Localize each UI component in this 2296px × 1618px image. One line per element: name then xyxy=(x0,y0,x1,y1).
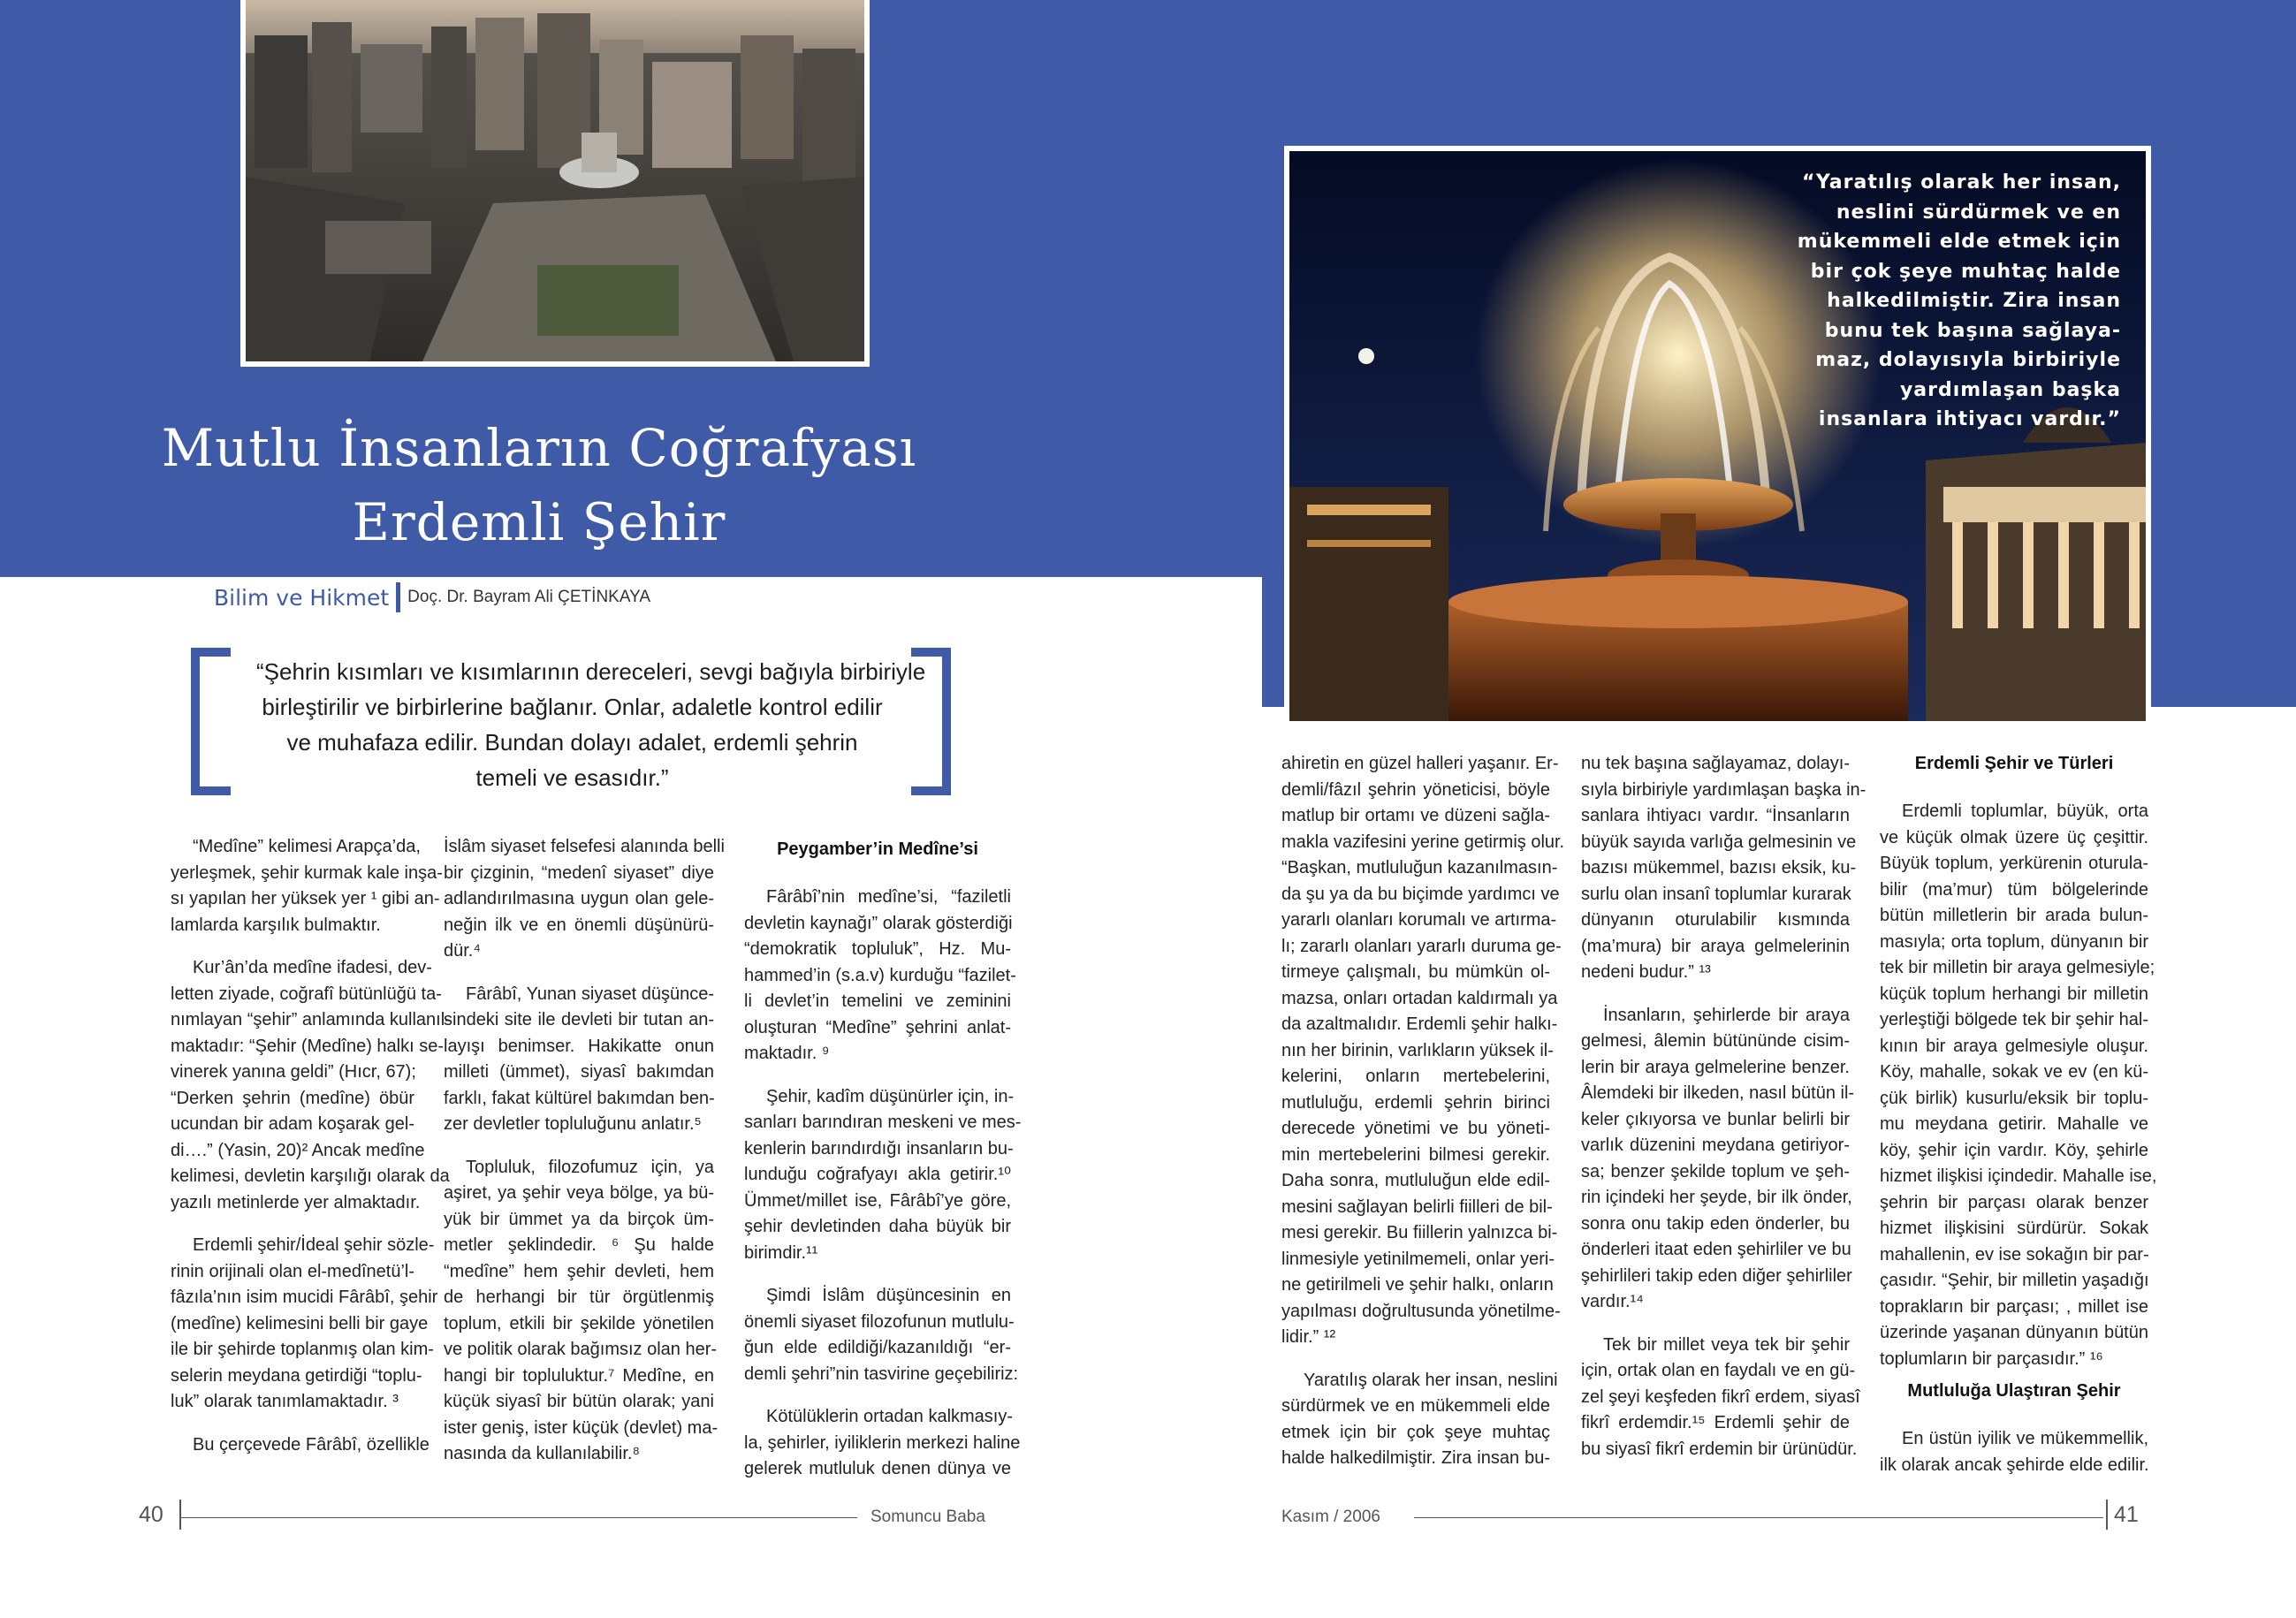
text-line: hizmet ilişkisini sürdürür. Sokak xyxy=(1880,1219,2148,1238)
text-line: aşiret, ya şehir veya bölge, ya bü- xyxy=(444,1183,714,1203)
footer-bar-right xyxy=(2106,1500,2108,1530)
pullquote-line: ve muhafaza edilir. Bundan dolayı adalet, erdemli şehrin xyxy=(286,729,858,756)
text-line: da şu ya da bu biçimde yardımcı ve xyxy=(1281,884,1560,904)
subheading: Erdemli Şehir ve Türleri xyxy=(1914,754,2114,773)
text-line: “Derken şehrin (medîne) öbür xyxy=(171,1088,414,1108)
text-line: fikrî erdemdir.¹⁵ Erdemli şehir de xyxy=(1581,1413,1850,1432)
text-line: Şehir, kadîm düşünürler için, in- xyxy=(766,1086,1015,1106)
text-line: yararlı olanları korumalı ve artırma- xyxy=(1281,910,1557,930)
paragraph-gap xyxy=(1880,782,2148,799)
text-line: ve politik olarak bağımsız olan her- xyxy=(444,1340,718,1359)
text-line: şehrin bir parçası olarak benzer xyxy=(1880,1192,2148,1212)
text-line: Erdemli şehir/İdeal şehir sözle- xyxy=(193,1235,435,1255)
text-line: “Medîne” kelimesi Arapça’da, xyxy=(193,837,421,856)
text-line: ve küçük olmak üzere üç çeşittir. xyxy=(1880,827,2148,847)
text-line: çük birlik) kusurlu/eksik bir toplu- xyxy=(1880,1088,2148,1108)
text-line: Kur’ân’da medîne ifadesi, dev- xyxy=(193,958,432,977)
paragraph-gap xyxy=(744,1067,1011,1084)
text-line: demli şehri”nin tasvirine geçebiliriz: xyxy=(744,1364,1019,1384)
text-line: İnsanların, şehirlerde bir araya xyxy=(1603,1005,1850,1025)
paragraph-gap xyxy=(1581,986,1850,1003)
text-line: devletin kaynağı” olarak gösterdiği xyxy=(744,913,1013,933)
byline xyxy=(214,581,650,613)
text-line: toplum, etkili bir şekilde yönetilen xyxy=(444,1313,714,1333)
page-number-left: 40 xyxy=(139,1502,163,1527)
byline-divider xyxy=(396,582,400,612)
text-line: mesini sağlayan belirli fiilleri de bil- xyxy=(1281,1196,1553,1217)
text-line: layışı benimser. Hakikatte onun xyxy=(444,1036,714,1056)
text-line: zer devletler topluluğunu anlatır.⁵ xyxy=(444,1114,702,1134)
text-line: dür.⁴ xyxy=(444,941,481,961)
text-line: sindeki site ile devleti bir tutan an- xyxy=(444,1010,714,1029)
text-line: (ma’mura) bir araya gelmelerinin xyxy=(1581,936,1850,956)
photo-quote-line: insanlara ihtiyacı vardır.” xyxy=(1818,408,2121,430)
text-line: köy, şehir için vardır. Köy, şehirle xyxy=(1880,1140,2148,1160)
photo-quote-line: bir çok şeye muhtaç halde xyxy=(1810,260,2121,283)
text-line: da azaltmalıdır. Erdemli şehir halkı- xyxy=(1281,1014,1558,1034)
text-line: Şimdi İslâm düşüncesinin en xyxy=(766,1286,1011,1305)
text-line: hangi bir topluluktur.⁷ Medîne, en xyxy=(444,1365,714,1386)
paragraph-gap xyxy=(1281,1351,1550,1368)
text-line: li devlet’in temelini ve zeminini xyxy=(744,991,1011,1011)
text-line: nın her birinin, varlıkların yüksek il- xyxy=(1281,1040,1554,1060)
text-column-5 xyxy=(1581,751,1866,1462)
footer-issue-date: Kasım / 2006 xyxy=(1281,1508,1380,1526)
footer-magazine-name: Somuncu Baba xyxy=(871,1508,985,1526)
text-line: üzerinde yaşanan dünyanın bütün xyxy=(1880,1323,2148,1342)
text-line: nımlayan “şehir” anlamında kullanıl- xyxy=(171,1010,451,1029)
text-line: lunduğu coğrafyayı akla getirir.¹⁰ xyxy=(744,1165,1011,1184)
text-line: bir çizginin, “medenî siyaset” diye xyxy=(444,862,714,883)
text-line: Yaratılış olarak her insan, neslini xyxy=(1304,1370,1558,1390)
text-line: sa; benzer şekilde toplum ve şeh- xyxy=(1581,1161,1850,1181)
text-line: bütün milletlerin bir arada bulun- xyxy=(1880,906,2148,925)
pullquote-bracket-left xyxy=(191,648,231,795)
text-line: büyük sayıda varlığa gelmesinin ve xyxy=(1581,832,1857,852)
text-line: Fârâbî, Yunan siyaset düşünce- xyxy=(466,984,714,1004)
text-column-4 xyxy=(1281,751,1565,1472)
pullquote-line: temeli ve esasıdır.” xyxy=(475,764,669,791)
text-line: küçük siyasî bir bütün olarak; yani xyxy=(444,1392,714,1411)
text-line: la, şehirler, iyiliklerin merkezi haline xyxy=(744,1432,1021,1453)
paragraph-gap xyxy=(744,1266,1011,1283)
footer-rule-right xyxy=(1414,1517,2103,1518)
pullquote xyxy=(256,654,926,795)
pullquote-line: birleştirilir ve birbirlerine bağlanır. Onlar, adaletle kontrol edilir xyxy=(262,694,883,720)
text-line: etmek için bir çok şeye muhtaç xyxy=(1281,1422,1550,1442)
text-line: sıyla birbiriyle yardımlaşan başka in- xyxy=(1581,779,1866,800)
text-line: masıyla; orta toplum, dünyanın bir xyxy=(1880,931,2148,952)
text-line: Topluluk, filozofumuz için, ya xyxy=(466,1157,714,1177)
text-line: önemli siyaset filozofunun mutlulu- xyxy=(744,1311,1015,1332)
text-line: “medîne” hem şehir devleti, hem xyxy=(444,1261,714,1281)
photo-quote-line: yardımlaşan başka xyxy=(1899,378,2121,401)
text-line: Tek bir millet veya tek bir şehir xyxy=(1603,1334,1850,1355)
text-line: mahallenin, ev ise sokağın bir par- xyxy=(1880,1244,2149,1265)
text-line: ilk olarak ancak şehirde elde edilir. xyxy=(1880,1455,2149,1475)
text-line: yerleşmek, şehir kurmak kale inşa- xyxy=(171,862,443,883)
text-line: zel şeyi keşfeden fikrî erdem, siyasî xyxy=(1581,1386,1860,1407)
text-line: nedeni budur.” ¹³ xyxy=(1581,962,1711,982)
paragraph-gap xyxy=(744,868,1011,885)
text-line: Köy, mahalle, sokak ve ev (en kü- xyxy=(1880,1062,2148,1082)
text-line: farklı, fakat kültürel bakımdan ben- xyxy=(444,1088,715,1108)
paragraph-gap xyxy=(444,965,714,982)
text-line: vinerek yanına geldi” (Hıcr, 67); xyxy=(171,1062,416,1082)
text-line: surlu olan insanî toplumlar kurarak xyxy=(1581,884,1851,904)
text-line: yapılması doğrultusunda yönetilme- xyxy=(1281,1301,1561,1321)
text-line: dünyanın oturulabilir kısmında xyxy=(1581,910,1850,930)
text-line: varlık düzenini meydana getiriyor- xyxy=(1581,1136,1850,1155)
text-line: letten ziyade, coğrafî bütünlüğü ta- xyxy=(171,984,442,1004)
text-line: lamlarda karşılık bulmaktır. xyxy=(171,915,381,935)
text-line: halde halkedilmiştir. Zira insan bu- xyxy=(1281,1448,1550,1468)
text-line: maktadır. ⁹ xyxy=(744,1044,830,1063)
text-line: mesi gerekir. Bu fiillerin yalnızca bi- xyxy=(1281,1223,1558,1242)
photo-quote-line: “Yaratılış olarak her insan, xyxy=(1802,171,2121,194)
photo-quote-line: maz, dolayısıyla birbiriyle xyxy=(1815,349,2121,371)
text-line: gelerek mutluluk denen dünya ve xyxy=(744,1459,1011,1478)
text-line: kenlerin barındırdığı insanların bu- xyxy=(744,1138,1014,1158)
text-line: milleti (ümmet), siyasî bakımdan xyxy=(444,1062,714,1082)
subheading: Mutluluğa Ulaştıran Şehir xyxy=(1907,1381,2121,1401)
text-line: sı yapılan her yüksek yer ¹ gibi an- xyxy=(171,889,440,908)
text-line: Âlemdeki bir ilkeden, nasıl bütün il- xyxy=(1581,1083,1855,1103)
city-aerial-photo xyxy=(240,0,870,367)
text-line: lerin bir araya gelmelerine benzer. xyxy=(1581,1057,1850,1077)
text-line: toplumların bir parçasıdır.” ¹⁶ xyxy=(1880,1348,2103,1369)
text-line: rin içindeki her şeyde, bir ilk önder, xyxy=(1581,1188,1852,1207)
text-line: ahiretin en güzel halleri yaşanır. Er- xyxy=(1281,754,1559,773)
text-line: rinin orijinali olan el-medînetü’l- xyxy=(171,1261,414,1281)
text-column-1 xyxy=(171,834,451,1458)
text-line: çasıdır. “Şehir, bir milletin yaşadığı xyxy=(1880,1271,2149,1290)
text-line: hizmet ilişkisi içindedir. Mahalle ise, xyxy=(1880,1166,2157,1186)
text-line: mu meydana getirir. Mahalle ve xyxy=(1880,1114,2148,1134)
text-line: nu tek başına sağlayamaz, dolayı- xyxy=(1581,754,1850,773)
photo-quote-line: bunu tek başına sağlaya- xyxy=(1824,319,2121,342)
section-label: Bilim ve Hikmet xyxy=(214,584,390,611)
text-line: ğun elde edildiği/kazanıldığı “er- xyxy=(744,1338,1011,1357)
text-line: fâzıla’nın isim mucidi Fârâbî, şehir xyxy=(171,1288,438,1307)
text-line: ister geniş, ister küçük (devlet) ma- xyxy=(444,1417,718,1438)
text-line: hammed’in (s.a.v) kurduğu “fazilet- xyxy=(744,965,1016,985)
text-line: adlandırılmasına uygun olan gele- xyxy=(444,889,714,908)
text-line: Kötülüklerin ortadan kalkmasıy- xyxy=(766,1407,1014,1426)
text-column-2 xyxy=(444,834,725,1468)
text-line: makla vazifesini yerine getirmiş olur. xyxy=(1281,832,1565,852)
text-line: lı; zararlı olanları yararlı duruma ge- xyxy=(1281,936,1562,956)
text-line: sanlara ihtiyacı vardır. “İnsanların xyxy=(1581,806,1850,825)
text-line: yazılı metinlerde yer almaktadır. xyxy=(171,1192,421,1212)
text-line: de herhangi bir tür örgütlenmiş xyxy=(444,1288,714,1307)
text-line: bilir (ma’mur) tüm bölgelerinde xyxy=(1880,879,2148,900)
text-line: birimdir.¹¹ xyxy=(744,1242,818,1263)
text-line: mazsa, onları ortadan kaldırmalı ya xyxy=(1281,988,1558,1008)
paragraph-gap xyxy=(171,1416,414,1432)
text-line: sonra onu takip eden önderler, bu xyxy=(1581,1213,1850,1234)
text-line: mutluluğu, erdemli şehrin birinci xyxy=(1281,1092,1550,1113)
text-line: İslâm siyaset felsefesi alanında belli xyxy=(444,837,725,856)
text-line: tirmeye çalışmalı, bu mümkün ol- xyxy=(1281,962,1550,982)
text-line: önderleri itaat eden şehirliler ve bu xyxy=(1581,1240,1851,1259)
text-line: yük bir ümmet ya da birçok üm- xyxy=(444,1209,714,1229)
text-line: sürdürmek ve en mükemmeli elde xyxy=(1281,1396,1550,1416)
text-line: Büyük toplum, yerkürenin oturula- xyxy=(1880,854,2148,873)
text-line: yerleştiği bölgede tek bir şehir hal- xyxy=(1880,1010,2148,1029)
city-aerial-image xyxy=(246,0,864,361)
text-line: di….” (Yasin, 20)² Ancak medîne xyxy=(171,1140,425,1160)
text-line: derecede yönetimi ve bu yöneti- xyxy=(1281,1119,1550,1138)
footer-rule-left xyxy=(181,1517,857,1518)
text-line: küçük toplum herhangi bir milletin xyxy=(1880,984,2148,1004)
text-line: kelimesi, devletin karşılığı olarak da xyxy=(171,1166,450,1186)
text-line: ucundan bir adam koşarak gel- xyxy=(171,1114,414,1134)
text-line: toprakların bir parçası; , millet ise xyxy=(1880,1296,2148,1317)
text-column-6 xyxy=(1880,745,2157,1478)
text-line: oluşturan “Medîne” şehrini anlat- xyxy=(744,1017,1011,1037)
text-line: luk” olarak tanımlamaktadır. ³ xyxy=(171,1392,399,1411)
text-line: demli/fâzıl şehrin yöneticisi, böyle xyxy=(1281,779,1550,800)
text-line: Ümmet/millet ise, Fârâbî’ye göre, xyxy=(744,1190,1011,1211)
text-line: şehirlileri takip eden diğer şehirliler xyxy=(1581,1265,1852,1286)
pullquote-line: “Şehrin kısımları ve kısımlarının dereceleri, sevgi bağıyla birbiriyle xyxy=(256,658,926,685)
text-line: kının bir araya gelmesiyle oluşur. xyxy=(1880,1036,2148,1056)
article-title xyxy=(141,411,937,559)
page-number-right: 41 xyxy=(2114,1502,2139,1527)
title-line-1: Mutlu İnsanların Coğrafyası xyxy=(161,418,917,478)
text-line: ile bir şehirde toplanmış olan kim- xyxy=(171,1340,434,1359)
text-line: nasında da kullanılabilir.⁸ xyxy=(444,1444,640,1463)
text-line: neğin ilk ve en önemli düşünürü- xyxy=(444,915,714,935)
text-line: şehir devletinden daha büyük bir xyxy=(744,1217,1011,1236)
footer-bar-left xyxy=(179,1500,181,1530)
text-line: tek bir milletin bir araya gelmesiyle; xyxy=(1880,958,2155,977)
author-name: Doç. Dr. Bayram Ali ÇETİNKAYA xyxy=(407,588,651,606)
subheading: Peygamber’in Medîne’si xyxy=(777,839,978,859)
text-line: kelerini, onların mertebelerini, xyxy=(1281,1067,1550,1086)
paragraph-gap xyxy=(171,938,414,955)
text-line: Bu çerçevede Fârâbî, özellikle xyxy=(193,1434,430,1455)
text-line: sanları barındıran meskeni ve mes- xyxy=(744,1113,1022,1132)
paragraph-gap xyxy=(1581,1316,1850,1333)
photo-quote-line: neslini sürdürmek ve en xyxy=(1836,201,2121,224)
text-line: bazısı mükemmel, bazısı eksik, ku- xyxy=(1581,858,1857,877)
text-line: metler şeklindedir. ⁶ Şu halde xyxy=(444,1235,714,1255)
text-line: ne getirilmeli ve şehir halkı, onların xyxy=(1281,1275,1554,1295)
text-line: keler çıkıyorsa ve bunlar belirli bir xyxy=(1581,1109,1850,1129)
paragraph-gap xyxy=(171,1216,414,1233)
text-line: vardır.¹⁴ xyxy=(1581,1292,1644,1311)
paragraph-gap xyxy=(1880,1409,2148,1426)
text-line: maktadır: “Şehir (Medîne) halkı se- xyxy=(171,1036,444,1056)
text-line: Erdemli toplumlar, büyük, orta xyxy=(1902,801,2148,821)
text-line: linmesiyle yetinilmemeli, onlar yeri- xyxy=(1281,1249,1555,1269)
text-line: için, ortak olan en faydalı ve en gü- xyxy=(1581,1361,1856,1380)
text-line: En üstün iyilik ve mükemmellik, xyxy=(1902,1429,2148,1448)
photo-quote-line: halkedilmiştir. Zira insan xyxy=(1827,290,2121,312)
text-line: “demokratik topluluk”, Hz. Mu- xyxy=(744,939,1011,959)
text-line: Fârâbî’nin medîne’si, “faziletli xyxy=(766,887,1011,907)
text-line: bu siyasî fikrî erdemin bir ürünüdür. xyxy=(1581,1439,1858,1459)
text-line: min mertebelerini bilmesi gerekir. xyxy=(1281,1144,1550,1165)
text-column-3 xyxy=(744,831,1022,1483)
text-line: matlup bir ortamı ve düzeni sağla- xyxy=(1281,806,1550,825)
title-line-2: Erdemli Şehir xyxy=(352,492,726,552)
photo-quote xyxy=(1750,168,2121,435)
text-line: selerin meydana getirdiği “toplu- xyxy=(171,1365,422,1386)
text-line: lidir.” ¹² xyxy=(1281,1327,1336,1347)
text-line: “Başkan, mutluluğun kazanılmasın- xyxy=(1281,858,1558,877)
paragraph-gap xyxy=(444,1138,714,1155)
text-line: gelmesi, âlemin bütününde cisim- xyxy=(1581,1031,1850,1051)
photo-quote-line: mükemmeli elde etmek için xyxy=(1797,231,2121,253)
text-line: Daha sonra, mutluluğun elde edil- xyxy=(1281,1171,1550,1190)
text-line: (medîne) kelimesini belli bir gaye xyxy=(171,1313,429,1333)
paragraph-gap xyxy=(744,1387,1011,1404)
